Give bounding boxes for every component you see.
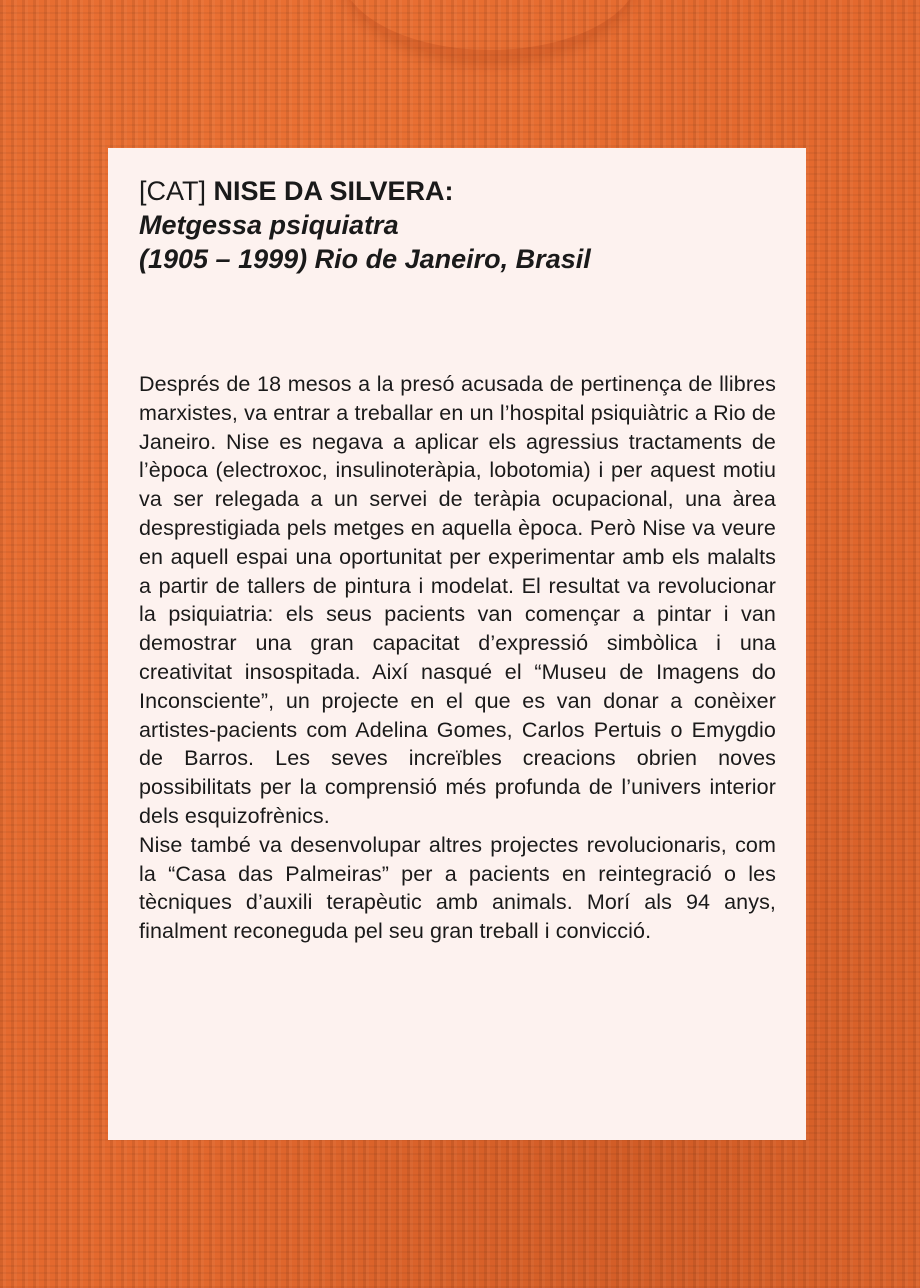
heading <box>139 174 776 276</box>
biography-paragraph-1: Després de 18 mesos a la presó acusada de pertinença de llibres marxistes, va entrar a treballar en un l’hospital psiquiàtric a Rio de Janeiro. Nise es negava a aplicar els agressius tractaments de l’època (electroxoc, insulinoteràpia, lobotomia) i per aquest motiu va ser relegada a un servei de teràpia ocupacional, una àrea desprestigiada pels metges en aquella època. Però Nise va veure en aquell espai una oportunitat per experimentar amb els malalts a partir de tallers de pintura i modelat. El resultat va revolucionar la psiquiatria: els seus pacients van començar a pintar i van demostrar una gran capacitat d’expressió simbòlica i una creativitat insospitada. Així nasqué el “Museu de Imagens do Inconsciente”, un projecte en el que es van donar a conèixer artistes-pacients com Adelina Gomes, Carlos Pertuis o Emygdio de Barros. Les seves increïbles creacions obrien noves possibilitats per la comprensió més profunda de l’univers interior dels esquizofrènics. <box>139 372 776 828</box>
biography-body <box>139 370 776 946</box>
dates-place: (1905 – 1999) Rio de Janeiro, Brasil <box>139 244 591 274</box>
biography-paragraph-2: Nise també va desenvolupar altres projectes revolucionaris, com la “Casa das Palmeiras” per a pacients en reintegració o les tècniques d’auxili terapèutic amb animals. Morí als 94 anys, finalment reconeguda pel seu gran treball i convicció. <box>139 832 776 944</box>
language-tag: [CAT] <box>139 176 206 206</box>
person-name: NISE DA SILVERA: <box>213 176 454 206</box>
sweater-collar <box>340 0 640 60</box>
text-card <box>108 148 806 1140</box>
profession-subtitle: Metgessa psiquiatra <box>139 210 399 240</box>
